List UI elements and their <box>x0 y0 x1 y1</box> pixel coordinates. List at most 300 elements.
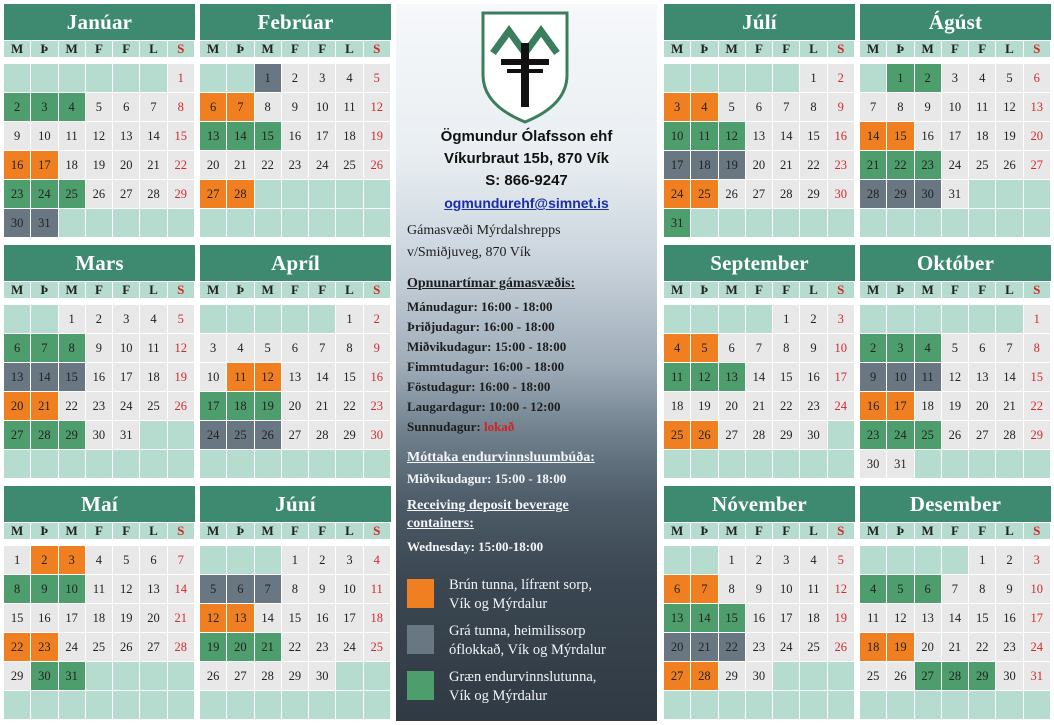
month-grid <box>4 41 195 238</box>
weekday-header: S <box>364 523 391 540</box>
day-cell: 17 <box>113 363 140 392</box>
weekday-header: L <box>800 41 827 58</box>
empty-cell <box>140 662 167 691</box>
empty-cell <box>113 450 140 479</box>
day-cell: 18 <box>364 604 391 633</box>
empty-cell <box>691 546 718 575</box>
day-cell: 24 <box>773 633 800 662</box>
weekday-header: M <box>200 41 227 58</box>
weekday-header: F <box>746 41 773 58</box>
empty-cell <box>86 662 113 691</box>
empty-cell <box>969 305 996 334</box>
empty-cell <box>227 450 254 479</box>
month-grid <box>860 41 1051 238</box>
day-cell: 6 <box>746 93 773 122</box>
weekday-header: M <box>860 282 887 299</box>
deposit-hours: Miðvikudagur: 15:00 - 18:00 <box>407 471 567 486</box>
weekday-header: S <box>364 41 391 58</box>
day-cell: 30 <box>364 421 391 450</box>
day-cell: 31 <box>1024 662 1051 691</box>
company-email-link[interactable]: ogmundurehf@simnet.is <box>444 195 609 211</box>
empty-cell <box>887 546 914 575</box>
weekday-header: F <box>309 523 336 540</box>
weekday-header: M <box>4 523 31 540</box>
empty-cell <box>969 180 996 209</box>
day-cell: 27 <box>664 662 691 691</box>
empty-cell <box>860 305 887 334</box>
day-cell: 27 <box>969 421 996 450</box>
day-cell: 28 <box>942 662 969 691</box>
day-cell: 16 <box>915 122 942 151</box>
day-cell: 23 <box>282 151 309 180</box>
day-cell: 14 <box>746 363 773 392</box>
day-cell: 22 <box>719 633 746 662</box>
weekday-header: Þ <box>691 523 718 540</box>
day-cell: 2 <box>31 546 58 575</box>
legend-line: Brún tunna, lífrænt sorp, <box>449 577 592 593</box>
day-cell: 22 <box>773 392 800 421</box>
day-cell: 9 <box>4 122 31 151</box>
day-cell: 23 <box>4 180 31 209</box>
empty-cell <box>86 64 113 93</box>
month-november <box>664 486 855 720</box>
day-cell: 7 <box>746 334 773 363</box>
hours-row: Fimmtudagur: 16:00 - 18:00 <box>407 359 565 374</box>
day-cell: 6 <box>282 334 309 363</box>
empty-cell <box>336 180 363 209</box>
day-cell: 13 <box>113 122 140 151</box>
day-cell: 1 <box>719 546 746 575</box>
weekday-header: M <box>4 41 31 58</box>
day-cell: 23 <box>800 392 827 421</box>
day-cell: 13 <box>969 363 996 392</box>
day-cell: 4 <box>140 305 167 334</box>
empty-cell <box>828 421 855 450</box>
day-cell: 18 <box>59 151 86 180</box>
day-cell: 25 <box>364 633 391 662</box>
day-cell: 2 <box>828 64 855 93</box>
day-cell: 6 <box>200 93 227 122</box>
day-cell: 19 <box>996 122 1023 151</box>
empty-cell <box>227 305 254 334</box>
weekday-header: S <box>828 282 855 299</box>
weekday-header: Þ <box>227 41 254 58</box>
day-cell: 21 <box>227 151 254 180</box>
empty-cell <box>282 209 309 238</box>
day-cell: 10 <box>942 93 969 122</box>
day-cell: 7 <box>31 334 58 363</box>
empty-cell <box>113 209 140 238</box>
day-cell: 26 <box>168 392 195 421</box>
day-cell: 30 <box>828 180 855 209</box>
day-cell: 4 <box>336 64 363 93</box>
day-cell: 24 <box>828 392 855 421</box>
empty-cell <box>664 546 691 575</box>
empty-cell <box>59 691 86 720</box>
day-cell: 1 <box>800 64 827 93</box>
weekday-header: Þ <box>887 282 914 299</box>
empty-cell <box>227 691 254 720</box>
location-line-1: Gámasvæði Mýrdalshrepps <box>407 223 561 238</box>
day-cell: 22 <box>800 151 827 180</box>
day-cell: 13 <box>746 122 773 151</box>
day-cell: 1 <box>255 64 282 93</box>
day-cell: 5 <box>255 334 282 363</box>
day-cell: 9 <box>309 575 336 604</box>
weekday-header: M <box>664 523 691 540</box>
day-cell: 6 <box>1024 64 1051 93</box>
day-cell: 19 <box>364 122 391 151</box>
empty-cell <box>969 450 996 479</box>
day-cell: 14 <box>942 604 969 633</box>
day-cell: 8 <box>1024 334 1051 363</box>
day-cell: 14 <box>31 363 58 392</box>
month-januar <box>4 4 195 238</box>
day-cell: 22 <box>255 151 282 180</box>
weekday-header: F <box>282 523 309 540</box>
empty-cell <box>86 691 113 720</box>
day-cell: 11 <box>364 575 391 604</box>
month-grid <box>664 523 855 720</box>
day-cell: 6 <box>4 334 31 363</box>
empty-cell <box>168 421 195 450</box>
day-cell: 10 <box>336 575 363 604</box>
day-cell: 17 <box>887 392 914 421</box>
day-cell: 12 <box>113 575 140 604</box>
day-cell: 22 <box>887 151 914 180</box>
day-cell: 25 <box>336 151 363 180</box>
day-cell: 15 <box>255 122 282 151</box>
day-cell: 8 <box>255 93 282 122</box>
month-title: Febrúar <box>200 4 391 40</box>
day-cell: 30 <box>800 421 827 450</box>
day-cell: 24 <box>309 151 336 180</box>
weekday-header: F <box>113 41 140 58</box>
empty-cell <box>691 450 718 479</box>
empty-cell <box>200 209 227 238</box>
day-cell: 25 <box>664 421 691 450</box>
weekday-header: L <box>336 41 363 58</box>
day-cell: 1 <box>773 305 800 334</box>
month-september <box>664 245 855 479</box>
day-cell: 6 <box>719 334 746 363</box>
day-cell: 5 <box>364 64 391 93</box>
day-cell: 17 <box>942 122 969 151</box>
location-line-2: v/Smiðjuveg, 870 Vík <box>407 245 531 260</box>
day-cell: 11 <box>59 122 86 151</box>
empty-cell <box>828 209 855 238</box>
day-cell: 16 <box>828 122 855 151</box>
empty-cell <box>59 209 86 238</box>
day-cell: 9 <box>31 575 58 604</box>
day-cell: 1 <box>969 546 996 575</box>
day-cell: 9 <box>86 334 113 363</box>
day-cell: 8 <box>800 93 827 122</box>
empty-cell <box>915 546 942 575</box>
day-cell: 25 <box>227 421 254 450</box>
day-cell: 4 <box>691 93 718 122</box>
day-cell: 2 <box>4 93 31 122</box>
weekday-header: F <box>969 282 996 299</box>
day-cell: 16 <box>282 122 309 151</box>
day-cell: 5 <box>887 575 914 604</box>
empty-cell <box>336 691 363 720</box>
empty-cell <box>364 691 391 720</box>
month-title: Ágúst <box>860 4 1051 40</box>
day-cell: 27 <box>719 421 746 450</box>
month-title: Júní <box>200 486 391 522</box>
day-cell: 1 <box>168 64 195 93</box>
day-cell: 20 <box>719 392 746 421</box>
day-cell: 13 <box>282 363 309 392</box>
day-cell: 15 <box>59 363 86 392</box>
day-cell: 8 <box>282 575 309 604</box>
month-oktober <box>860 245 1051 479</box>
day-cell: 24 <box>942 151 969 180</box>
day-cell: 29 <box>4 662 31 691</box>
empty-cell <box>200 546 227 575</box>
day-cell: 27 <box>746 180 773 209</box>
day-cell: 5 <box>719 93 746 122</box>
day-cell: 28 <box>773 180 800 209</box>
month-title: Október <box>860 245 1051 281</box>
empty-cell <box>664 450 691 479</box>
day-cell: 28 <box>168 633 195 662</box>
month-mars <box>4 245 195 479</box>
day-cell: 12 <box>942 363 969 392</box>
empty-cell <box>255 691 282 720</box>
empty-cell <box>255 209 282 238</box>
day-cell: 14 <box>227 122 254 151</box>
weekday-header: S <box>168 523 195 540</box>
weekday-header: M <box>719 282 746 299</box>
day-cell: 19 <box>719 151 746 180</box>
day-cell: 29 <box>969 662 996 691</box>
empty-cell <box>140 421 167 450</box>
weekday-header: Þ <box>31 282 58 299</box>
day-cell: 18 <box>227 392 254 421</box>
day-cell: 28 <box>746 421 773 450</box>
empty-cell <box>746 209 773 238</box>
day-cell: 23 <box>860 421 887 450</box>
day-cell: 10 <box>31 122 58 151</box>
weekday-header: M <box>664 282 691 299</box>
day-cell: 2 <box>309 546 336 575</box>
empty-cell <box>336 662 363 691</box>
month-juni <box>200 486 391 720</box>
month-grid <box>860 523 1051 720</box>
day-cell: 18 <box>140 363 167 392</box>
day-cell: 6 <box>113 93 140 122</box>
legend-swatch-orange <box>407 579 434 608</box>
month-title: Nóvember <box>664 486 855 522</box>
day-cell: 8 <box>336 334 363 363</box>
empty-cell <box>942 450 969 479</box>
day-cell: 23 <box>31 633 58 662</box>
month-desember <box>860 486 1051 720</box>
day-cell: 20 <box>200 151 227 180</box>
empty-cell <box>800 450 827 479</box>
day-cell: 29 <box>887 180 914 209</box>
day-cell: 24 <box>59 633 86 662</box>
empty-cell <box>915 305 942 334</box>
day-cell: 7 <box>691 575 718 604</box>
day-cell: 27 <box>4 421 31 450</box>
day-cell: 25 <box>969 151 996 180</box>
day-cell: 30 <box>309 662 336 691</box>
day-cell: 24 <box>1024 633 1051 662</box>
company-logo <box>479 9 571 125</box>
day-cell: 18 <box>664 392 691 421</box>
weekday-header: L <box>140 282 167 299</box>
day-cell: 10 <box>664 122 691 151</box>
day-cell: 21 <box>942 633 969 662</box>
empty-cell <box>773 662 800 691</box>
empty-cell <box>860 691 887 720</box>
weekday-header: M <box>915 523 942 540</box>
empty-cell <box>4 64 31 93</box>
day-cell: 26 <box>691 421 718 450</box>
day-cell: 26 <box>86 180 113 209</box>
empty-cell <box>719 305 746 334</box>
day-cell: 17 <box>336 604 363 633</box>
empty-cell <box>168 209 195 238</box>
month-grid <box>200 523 391 720</box>
empty-cell <box>113 691 140 720</box>
day-cell: 2 <box>915 64 942 93</box>
empty-cell <box>227 64 254 93</box>
empty-cell <box>887 691 914 720</box>
day-cell: 7 <box>140 93 167 122</box>
day-cell: 9 <box>828 93 855 122</box>
day-cell: 21 <box>860 151 887 180</box>
weekday-header: M <box>915 41 942 58</box>
day-cell: 17 <box>664 151 691 180</box>
day-cell: 20 <box>915 633 942 662</box>
day-cell: 12 <box>691 363 718 392</box>
day-cell: 15 <box>336 363 363 392</box>
day-cell: 22 <box>336 392 363 421</box>
empty-cell <box>996 305 1023 334</box>
day-cell: 31 <box>887 450 914 479</box>
day-cell: 25 <box>691 180 718 209</box>
empty-cell <box>200 691 227 720</box>
sunday-closed: lokað <box>483 419 515 434</box>
day-cell: 27 <box>113 180 140 209</box>
empty-cell <box>887 209 914 238</box>
day-cell: 3 <box>31 93 58 122</box>
day-cell: 2 <box>996 546 1023 575</box>
empty-cell <box>282 180 309 209</box>
deposit-en-hours: Wednesday: 15:00-18:00 <box>407 539 544 554</box>
empty-cell <box>915 450 942 479</box>
day-cell: 29 <box>168 180 195 209</box>
empty-cell <box>364 662 391 691</box>
day-cell: 28 <box>227 180 254 209</box>
day-cell: 20 <box>227 633 254 662</box>
day-cell: 16 <box>86 363 113 392</box>
empty-cell <box>719 691 746 720</box>
day-cell: 7 <box>860 93 887 122</box>
weekday-header: F <box>282 41 309 58</box>
day-cell: 17 <box>828 363 855 392</box>
empty-cell <box>282 450 309 479</box>
day-cell: 25 <box>59 180 86 209</box>
day-cell: 8 <box>773 334 800 363</box>
weekday-header: F <box>773 41 800 58</box>
empty-cell <box>942 691 969 720</box>
empty-cell <box>800 691 827 720</box>
day-cell: 12 <box>996 93 1023 122</box>
day-cell: 22 <box>4 633 31 662</box>
empty-cell <box>691 305 718 334</box>
day-cell: 29 <box>719 662 746 691</box>
day-cell: 9 <box>996 575 1023 604</box>
day-cell: 7 <box>168 546 195 575</box>
empty-cell <box>773 691 800 720</box>
day-cell: 28 <box>860 180 887 209</box>
day-cell: 11 <box>86 575 113 604</box>
day-cell: 23 <box>915 151 942 180</box>
day-cell: 28 <box>31 421 58 450</box>
day-cell: 21 <box>31 392 58 421</box>
day-cell: 8 <box>969 575 996 604</box>
month-title: Apríl <box>200 245 391 281</box>
day-cell: 13 <box>140 575 167 604</box>
day-cell: 18 <box>915 392 942 421</box>
month-title: Janúar <box>4 4 195 40</box>
empty-cell <box>773 450 800 479</box>
day-cell: 14 <box>309 363 336 392</box>
day-cell: 27 <box>1024 151 1051 180</box>
month-title: Júlí <box>664 4 855 40</box>
day-cell: 3 <box>942 64 969 93</box>
day-cell: 10 <box>1024 575 1051 604</box>
day-cell: 27 <box>140 633 167 662</box>
day-cell: 29 <box>282 662 309 691</box>
empty-cell <box>4 691 31 720</box>
empty-cell <box>140 209 167 238</box>
empty-cell <box>364 450 391 479</box>
day-cell: 19 <box>255 392 282 421</box>
day-cell: 21 <box>691 633 718 662</box>
day-cell: 13 <box>200 122 227 151</box>
empty-cell <box>996 209 1023 238</box>
empty-cell <box>1024 691 1051 720</box>
day-cell: 14 <box>691 604 718 633</box>
weekday-header: F <box>942 282 969 299</box>
day-cell: 18 <box>860 633 887 662</box>
empty-cell <box>746 691 773 720</box>
day-cell: 28 <box>691 662 718 691</box>
weekday-header: Þ <box>227 282 254 299</box>
empty-cell <box>309 450 336 479</box>
day-cell: 16 <box>996 604 1023 633</box>
empty-cell <box>773 209 800 238</box>
day-cell: 15 <box>4 604 31 633</box>
day-cell: 6 <box>915 575 942 604</box>
day-cell: 10 <box>309 93 336 122</box>
empty-cell <box>31 450 58 479</box>
month-grid <box>664 282 855 479</box>
weekday-header: M <box>59 41 86 58</box>
day-cell: 16 <box>860 392 887 421</box>
empty-cell <box>969 209 996 238</box>
day-cell: 21 <box>309 392 336 421</box>
day-cell: 11 <box>860 604 887 633</box>
empty-cell <box>746 64 773 93</box>
hours-row: Laugardagur: 10:00 - 12:00 <box>407 399 561 414</box>
